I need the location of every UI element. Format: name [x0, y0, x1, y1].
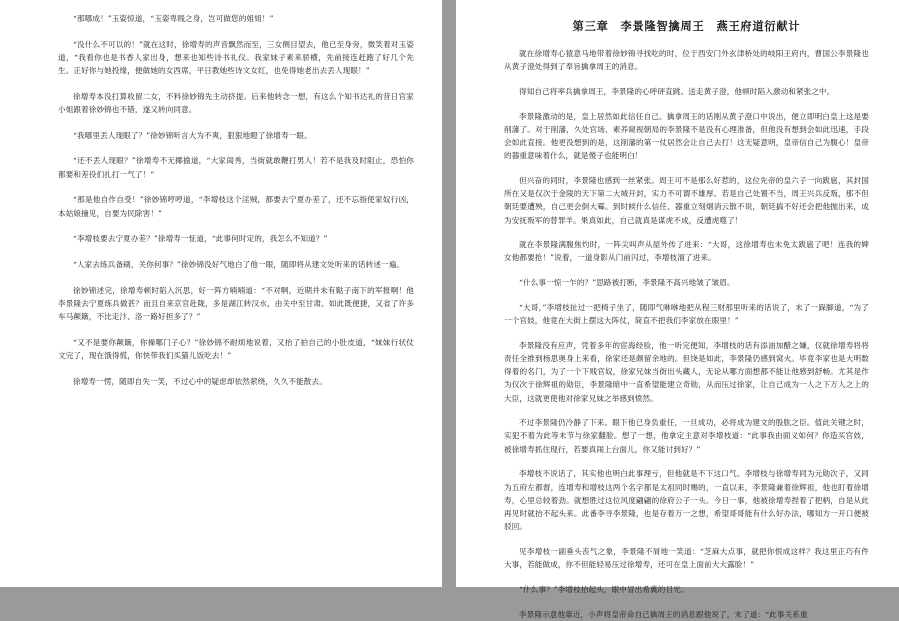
paragraph: “什么事？”李增枝抬起头，眼中冒出希冀的目光。 [519, 584, 689, 594]
paragraph: 得知自己将率兵擒拿周王，李景隆的心呼砰直跳。送走黄子澄，他顿时陷入激动和紧张之中。 [519, 86, 835, 96]
paragraph: “还不丢人现眼？”徐增寿不无揶揄道，“大家闺秀，当街就敢鞭打男人！若不是我及时阻止，恐怕你都要和差役们扎打一气了！” [58, 156, 414, 179]
paragraph: 徐增寿一愣，随即自失一笑，不过心中的疑虑却依然萦绕，久久不能散去。 [73, 376, 327, 386]
paragraph: “大哥，”李增枝扯过一把椅子坐了，随即气咻咻地把从程三财那里听来的话说了，末了一跺脚道，“为了一个官妓，他竟在大街上摆这大阵仗，简直不把我们李家放在眼里！” [504, 302, 869, 326]
paragraph: “人家去练兵备刷，关你何事？”徐妙锦没好气地白了他一眼，随即将从建文处听来的话转述一遍。 [73, 259, 405, 269]
chapter-title: 第三章 李景隆智擒周王 燕王府道衍献计 [572, 19, 801, 33]
paragraph: 就在徐增寿心猿意马地带着徐妙锦寻找吃的时，位于西安门外玄津桥处的岐阳王府内，曹国公李景隆也从黄子澄处得到了奉旨擒拿周王的消息。 [504, 49, 869, 72]
paragraph: 就在李景隆满腹焦灼时，一阵尖叫声从屋外传了进来：“大哥，这徐增寿也未免太跋扈了吧！连我的婢女他都要抢！”说着，一道身影从门前闪过，李增枝溜了进来。 [504, 240, 869, 263]
paragraph: 见李增枝一副垂头丧气之象，李景隆不屑地一笑道：“芝麻大点事，就把你恨成这样？我这里正巧有件大事，若能做成，你不但能轻易压过徐增寿，还可在皇上面前大大露脸！” [504, 546, 869, 570]
paragraph: “又不是要你颠簸，你操哪门子心？”徐妙锦不耐烦地说着，又抬了拍自己的小肚皮道，“妹妹行状仗文完了，现在饿得慌，你快带我们买猫儿饭吃去！” [58, 337, 414, 360]
paragraph: 李景隆示意他靠近，小声将皇帝命自己擒周王的消息跟他说了，末了道：“此事关系重 [519, 609, 808, 619]
paragraph: 李景隆没有应声，凭着多年的宦海经验，他一听完便知，李增枝的话有添油加醋之嫌，仅就徐增寿将将责任全推到杨思奥身上来看，徐家还是颇留余地的。但饶是如此，李景隆仍感到窝火。毕竟李家也是大明数得着的名门，为了一个下贱官奴，徐家兄妹当街出头藏人，无论从哪方面想都不能让他感到舒畅。尤其是作为仅次于徐辉祖的勋臣，李景隆暗中一直希望能建立奇勋，从而压过徐家，让自己成为一人之下万人之上的大臣，这就更使他对徐家兄妹之举感到愤然。 [504, 340, 869, 403]
paragraph: 不过李景隆仍冷静了下来。眼下他已身负重任，一旦成功，必将成为建文的股肱之臣。值此关键之时，实犯不着为此等末节与徐家翻脸。想了一想，他拿定主意对李增枝道：“此事我由面义如何？你造买官妓，被徐增寿抓住现行，若要真闹上台面儿，你又能讨到好？” [504, 418, 869, 454]
left-page [0, 0, 442, 587]
paragraph: 但兴奋的同时，李景隆也感到一丝紧张。周王可不是那么好惹的，这位先帝的皇六子一向跋扈，其封国所在又是仅次于金陵的天下第二大城开封，实力不可谓不雄厚。若是自己处置不当，周王兴兵反叛，那不但朝廷要遭殃，自己更会倒大霉。到时候什么信任、器重立刻烟消云散不说，朝廷搞不好还会把他抛出来，成为安抚叛军的替罪羊。果真如此，自己就真是谋虎不成，反遭虎噬了！ [504, 175, 869, 225]
paragraph: “什么事一惊一乍的？”思路被打断，李景隆不高兴地皱了皱眉。 [519, 278, 735, 288]
paragraph: “我哪里丢人现眼了？”徐妙锦听言大为不爽，狠狠地瞪了徐增寿一眼。 [73, 130, 312, 140]
paragraph: 徐增寿本没打算收留二女，不料徐妙锦先主动挤提。后来他转念一想，有这么个知书达礼的昔日官家小姐跟着徐妙锦也不错，遂又转向同意。 [58, 91, 414, 115]
paragraph: 李增枝不说话了，其实他也明白此事理亏，但他就是不下这口气。李增枝与徐增寿同为元勋次子，又同为五府左都督，连增寿和增枝这两个名字都是太祖同时赐的，一直以来，李景隆兼着徐辉祖，他也盯着徐增寿，心里总较着劲。就想胜过这位风度翩翩的徐府公子一头。今日一事，他被徐增寿捏着了把柄，自是从此再见时就抬不起头来。此番李寻李景隆，也是存着万一之想，希望哥哥能有什么好办法，哪知方一开口便被驳回。 [504, 469, 869, 532]
paragraph: “那是他自作自受！”徐妙锦哼哼道，“李增枝这个淫贼，都要去宁夏办差了，还不忘指使家奴行凶，本姑娘撞见，自要为民除害！” [58, 195, 414, 218]
right-page [456, 0, 899, 619]
paragraph: “那哪成！”玉姿惊道，“玉姿卑贱之身，岂可做您的姐姐！” [73, 14, 274, 23]
paragraph: “没什么不可以的！”就在这时，徐增寿的声音飘然而至，三女侧目望去，他已至身旁，微笑着对玉姿道，“我看你也是书香人家出身，想来也知些诗书礼仪。我家妹子素来骄横，先前接连赶跑了好几个先生。正好你与她投缘，便做她的女西席，平日教她些诗文女红，也免得她老出去丢人现眼！” [58, 39, 414, 76]
paragraph: 李景隆激动的是，皇上居然如此信任自己。擒拿周王的话刚从黄子澄口中说出，便立即明白皇上这是要削藩了。对于削藩，久处官场、素养窥视朝局的李景隆不是没有心理准备，但他没有想到会如此迅速，手段会如此直接。他更没想到的是，这削藩的第一仗居然会让自己去打！这无疑意明，皇帝信自己为腹心！皇帝的器重意味着什么，就是傻子也能明白！ [504, 111, 869, 161]
paragraph: “李增枝要去宁夏办差？”徐增寿一怔道，“此事何时定的，我怎么不知道？” [73, 234, 328, 244]
paragraph: 徐妙锦述完，徐增寿顿时陷入沉思，好一阵方喃喃道：“不对啊，近期并未有鞑子南下的军报啊！他李景隆去宁夏练兵做甚？而且自来京官赴陇，多是湖江转汉水，由关中至甘肃。如此既便捷，又省了许多车马颠簸，不比走汴、洛一路好担多了？” [58, 285, 414, 322]
